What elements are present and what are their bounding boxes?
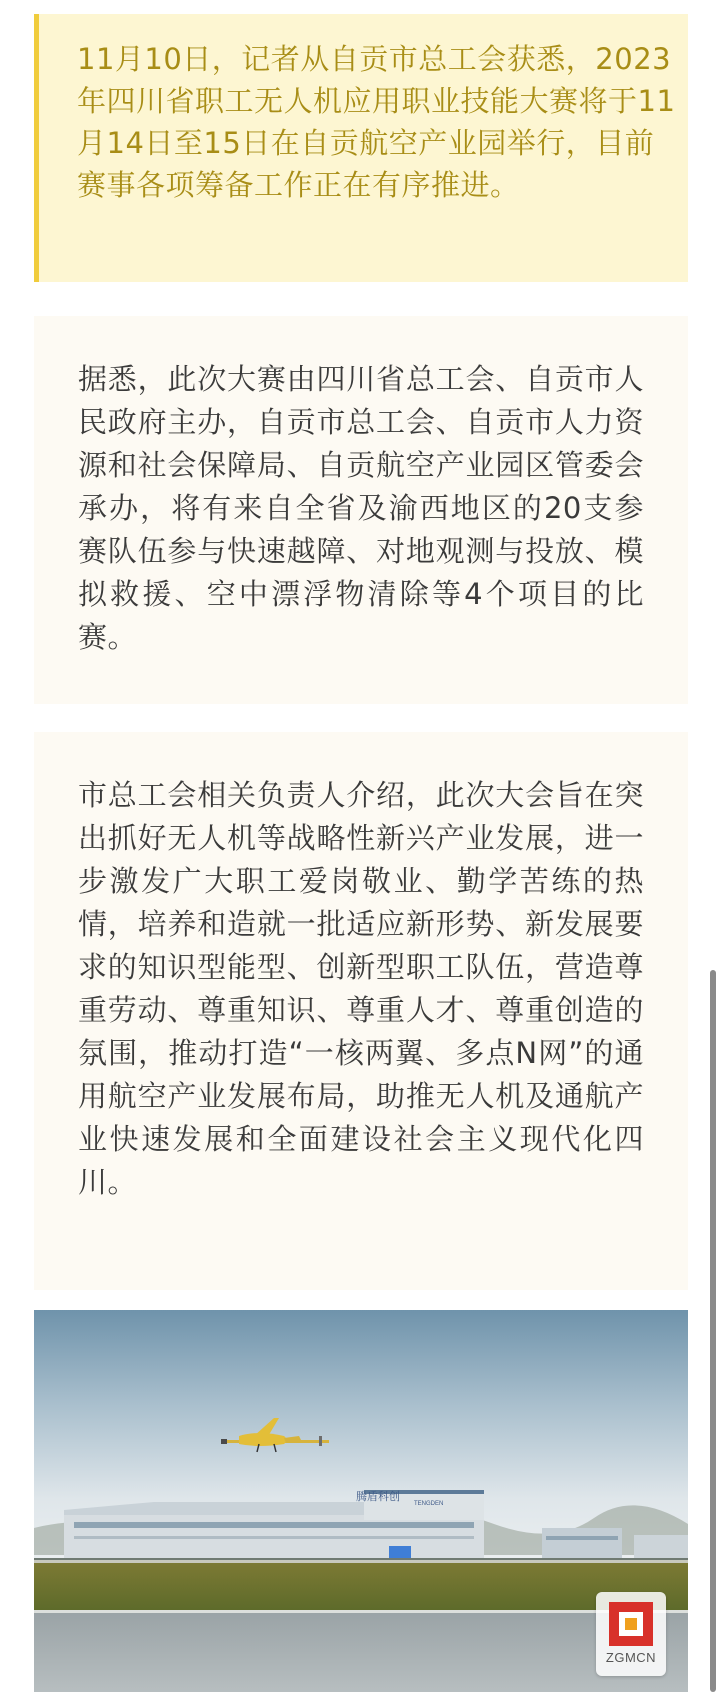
watermark-label: ZGMCN <box>605 1650 657 1665</box>
lead-quote-box <box>34 14 688 282</box>
building-sign-2: TENGDEN <box>414 1501 444 1507</box>
body-paragraph-2: 市总工会相关负责人介绍，此次大会旨在突出抓好无人机等战略性新兴产业发展，进一步激发广大职工爱岗敬业、勤学苦练的热情，培养和造就一批适应新形势、新发展要求的知识型能型、创新型职工队伍，营造尊重劳动、尊重知识、尊重人才、尊重创造的氛围，推动打造“一核两翼、多点N网”的通用航空产业发展布局，助推无人机及通航产业快速发展和全面建设社会主义现代化四川。 <box>78 778 644 1199</box>
lead-paragraph: 11月10日，记者从自贡市总工会获悉，2023年四川省职工无人机应用职业技能大赛将于11月14日至15日在自贡航空产业园举行，目前赛事各项筹备工作正在有序推进。 <box>77 42 676 202</box>
article-photo[interactable] <box>34 1310 688 1692</box>
building-sign: 腾盾科创 <box>356 1490 400 1503</box>
scrollbar[interactable] <box>710 970 716 1692</box>
body-paragraph-box-1 <box>34 316 688 704</box>
body-paragraph-box-2 <box>34 732 688 1290</box>
zgmcn-logo-icon <box>609 1602 653 1646</box>
body-paragraph-1: 据悉，此次大赛由四川省总工会、自贡市人民政府主办，自贡市总工会、自贡市人力资源和社会保障局、自贡航空产业园区管委会承办，将有来自全省及渝西地区的20支参赛队伍参与快速越障、对地观测与投放、模拟救援、空中漂浮物清除等4个项目的比赛。 <box>78 362 644 654</box>
zgmcn-watermark <box>596 1592 666 1676</box>
